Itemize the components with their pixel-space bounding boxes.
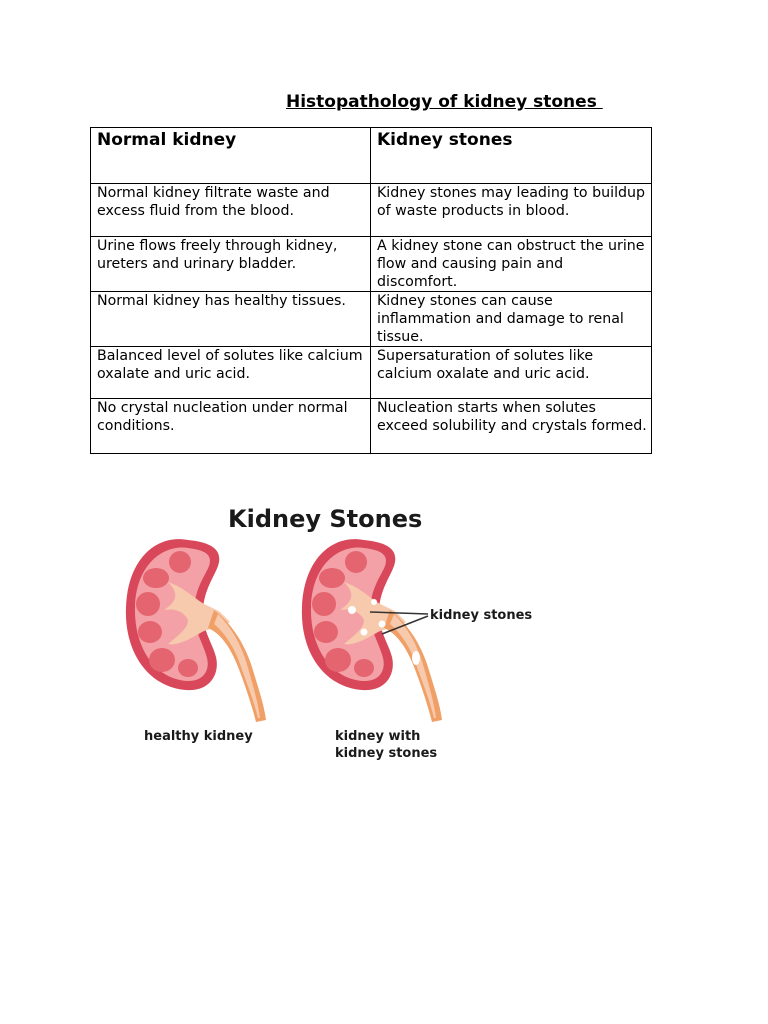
table-header-row xyxy=(91,128,652,184)
header-normal-kidney: Normal kidney xyxy=(91,128,371,184)
table-cell: Normal kidney has healthy tissues. xyxy=(91,292,371,347)
kidney-stone xyxy=(348,606,356,614)
header-kidney-stones: Kidney stones xyxy=(371,128,652,184)
healthy-kidney xyxy=(126,539,266,722)
figure-title: Kidney Stones xyxy=(228,505,423,533)
table-cell: Normal kidney filtrate waste and excess fluid from the blood. xyxy=(91,184,371,237)
comparison-table xyxy=(90,127,652,454)
stones-caption-line2: kidney stones xyxy=(335,746,438,761)
table-row xyxy=(91,292,652,347)
stone-kidney xyxy=(302,539,442,722)
table-cell: Kidney stones can cause inflammation and damage to renal tissue. xyxy=(371,292,652,347)
table-cell: Supersaturation of solutes like calcium oxalate and uric acid. xyxy=(371,347,652,399)
table-row xyxy=(91,399,652,454)
table-row xyxy=(91,184,652,237)
kidney-stone xyxy=(379,621,386,628)
table-cell: Urine flows freely through kidney, ureters and urinary bladder. xyxy=(91,237,371,292)
table-cell: Kidney stones may leading to buildup of waste products in blood. xyxy=(371,184,652,237)
kidney-stone xyxy=(361,629,368,636)
stones-label: kidney stones xyxy=(430,608,533,623)
kidney-stone xyxy=(412,651,420,665)
table-cell: Nucleation starts when solutes exceed solubility and crystals formed. xyxy=(371,399,652,454)
kidney-stone xyxy=(371,599,377,605)
kidney-illustration-svg xyxy=(118,482,538,772)
document-title: Histopathology of kidney stones xyxy=(286,92,603,112)
table-row xyxy=(91,237,652,292)
table-cell: No crystal nucleation under normal conditions. xyxy=(91,399,371,454)
table-cell: Balanced level of solutes like calcium oxalate and uric acid. xyxy=(91,347,371,399)
healthy-caption: healthy kidney xyxy=(144,729,253,744)
stones-caption-line1: kidney with xyxy=(335,729,421,744)
table-cell: A kidney stone can obstruct the urine flow and causing pain and discomfort. xyxy=(371,237,652,292)
kidney-stones-illustration xyxy=(118,482,538,772)
table-row xyxy=(91,347,652,399)
